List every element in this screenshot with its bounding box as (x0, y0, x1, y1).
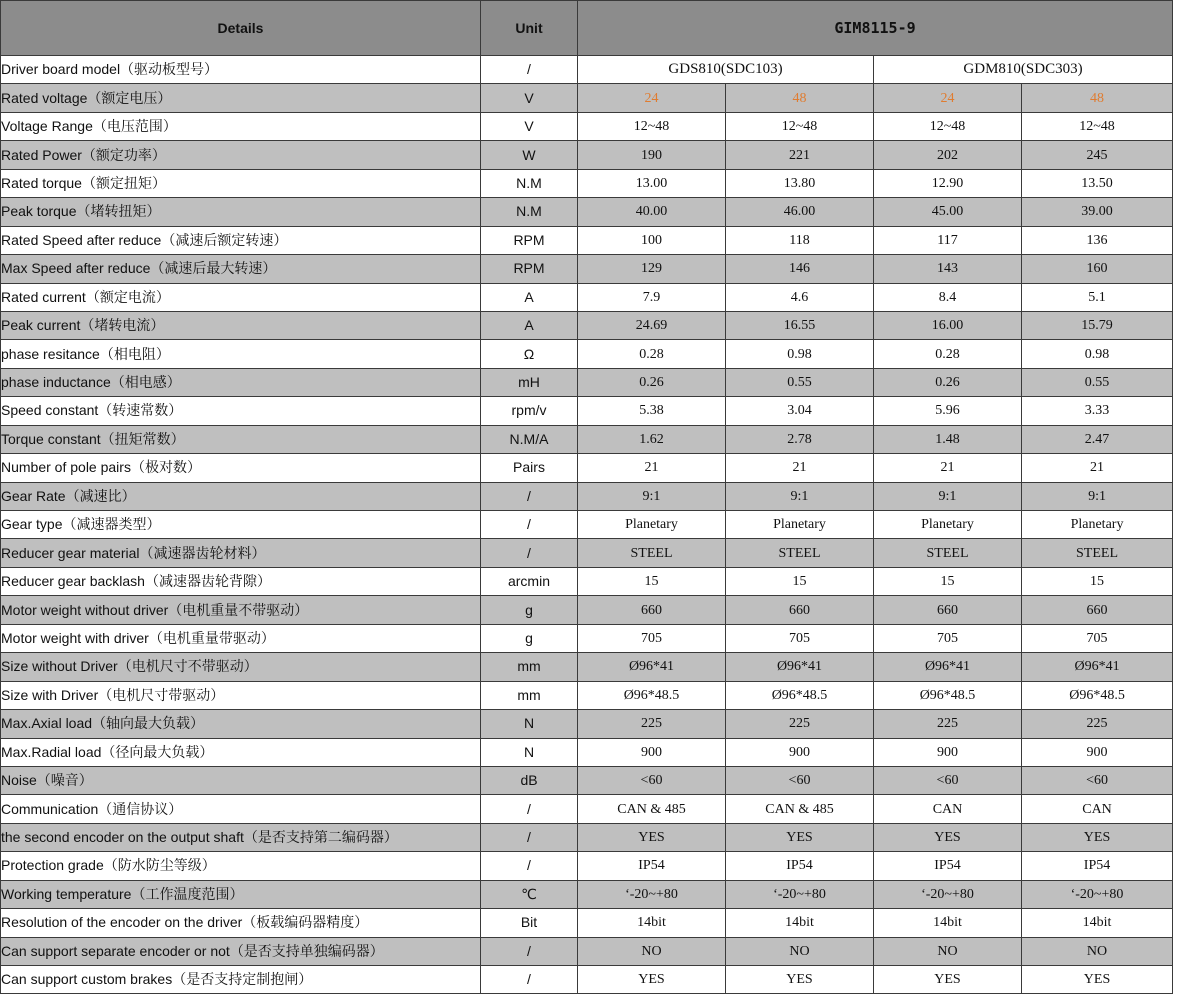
table-row (1, 852, 1173, 880)
row-value: 0.26 (874, 368, 1022, 396)
row-value: <60 (874, 766, 1022, 794)
driver-board-row (1, 56, 1173, 84)
row-value: STEEL (1022, 539, 1173, 567)
row-value: 190 (578, 141, 726, 169)
row-label: phase resitance（相电阻） (1, 340, 481, 368)
table-row (1, 511, 1173, 539)
row-value: YES (726, 823, 874, 851)
row-unit: N.M/A (481, 425, 578, 453)
row-value: 16.55 (726, 311, 874, 339)
table-row (1, 567, 1173, 595)
table-row (1, 340, 1173, 368)
row-value: 225 (726, 710, 874, 738)
table-row (1, 823, 1173, 851)
row-unit: / (481, 539, 578, 567)
row-label: Rated torque（额定扭矩） (1, 169, 481, 197)
row-unit: / (481, 852, 578, 880)
table-row (1, 596, 1173, 624)
table-row (1, 311, 1173, 339)
driver-board-sdm: GDM810(SDC303) (874, 56, 1173, 84)
row-value: ‘-20~+80 (578, 880, 726, 908)
row-value: 0.26 (578, 368, 726, 396)
table-row (1, 624, 1173, 652)
row-value: 39.00 (1022, 198, 1173, 226)
row-value: 136 (1022, 226, 1173, 254)
row-value: 14bit (726, 909, 874, 937)
row-value: NO (1022, 937, 1173, 965)
table-row (1, 966, 1173, 994)
row-value: 12~48 (1022, 112, 1173, 140)
row-value: 146 (726, 255, 874, 283)
table-row (1, 909, 1173, 937)
row-label: Rated Power（额定功率） (1, 141, 481, 169)
row-value: Ø96*41 (578, 653, 726, 681)
row-label: Max.Axial load（轴向最大负载） (1, 710, 481, 738)
row-value: 0.28 (874, 340, 1022, 368)
table-row (1, 539, 1173, 567)
row-value: STEEL (578, 539, 726, 567)
model-header: GIM8115-9 (578, 1, 1173, 56)
row-value: 8.4 (874, 283, 1022, 311)
table-row (1, 738, 1173, 766)
row-value: ‘-20~+80 (874, 880, 1022, 908)
row-value: 24 (578, 84, 726, 112)
row-value: <60 (726, 766, 874, 794)
row-unit: A (481, 283, 578, 311)
row-value: IP54 (874, 852, 1022, 880)
row-label: Rated Speed after reduce（减速后额定转速） (1, 226, 481, 254)
row-value: 9:1 (726, 482, 874, 510)
row-unit: Pairs (481, 454, 578, 482)
row-value: YES (726, 966, 874, 994)
row-label: phase inductance（相电感） (1, 368, 481, 396)
table-row (1, 766, 1173, 794)
row-unit: N.M (481, 169, 578, 197)
row-label: Size without Driver（电机尺寸不带驱动） (1, 653, 481, 681)
row-label: Communication（通信协议） (1, 795, 481, 823)
row-unit: / (481, 966, 578, 994)
table-row (1, 937, 1173, 965)
row-value: 0.28 (578, 340, 726, 368)
row-label: Reducer gear backlash（减速器齿轮背隙） (1, 567, 481, 595)
row-value: 1.62 (578, 425, 726, 453)
row-value: 12~48 (874, 112, 1022, 140)
table-row (1, 255, 1173, 283)
row-unit: mm (481, 681, 578, 709)
row-unit: g (481, 624, 578, 652)
row-value: 3.04 (726, 397, 874, 425)
row-unit: A (481, 311, 578, 339)
row-value: 117 (874, 226, 1022, 254)
row-value: 900 (1022, 738, 1173, 766)
row-value: STEEL (874, 539, 1022, 567)
row-label: Working temperature（工作温度范围） (1, 880, 481, 908)
row-value: Planetary (874, 511, 1022, 539)
row-value: 5.38 (578, 397, 726, 425)
row-value: STEEL (726, 539, 874, 567)
row-label: Number of pole pairs（极对数） (1, 454, 481, 482)
row-value: 13.00 (578, 169, 726, 197)
row-value: 225 (874, 710, 1022, 738)
row-label: Speed constant（转速常数） (1, 397, 481, 425)
row-value: 15 (1022, 567, 1173, 595)
row-value: 40.00 (578, 198, 726, 226)
row-value: 13.80 (726, 169, 874, 197)
row-label: Can support custom brakes（是否支持定制抱闸） (1, 966, 481, 994)
row-unit: RPM (481, 255, 578, 283)
table-row (1, 368, 1173, 396)
row-value: 2.78 (726, 425, 874, 453)
row-value: 45.00 (874, 198, 1022, 226)
row-label: Resolution of the encoder on the driver（板载编码器精度） (1, 909, 481, 937)
row-unit: / (481, 511, 578, 539)
row-value: 14bit (578, 909, 726, 937)
row-unit: dB (481, 766, 578, 794)
row-value: Ø96*41 (874, 653, 1022, 681)
row-value: 14bit (1022, 909, 1173, 937)
row-value: 2.47 (1022, 425, 1173, 453)
row-label: Driver board model（驱动板型号） (1, 56, 481, 84)
row-value: 12~48 (578, 112, 726, 140)
table-row (1, 283, 1173, 311)
row-value: 48 (726, 84, 874, 112)
row-value: 9:1 (1022, 482, 1173, 510)
row-value: 5.1 (1022, 283, 1173, 311)
row-value: 900 (874, 738, 1022, 766)
row-value: 160 (1022, 255, 1173, 283)
row-unit: / (481, 795, 578, 823)
row-label: Noise（噪音） (1, 766, 481, 794)
row-value: 12.90 (874, 169, 1022, 197)
row-value: 900 (578, 738, 726, 766)
row-unit: N (481, 710, 578, 738)
table-row (1, 653, 1173, 681)
row-value: Planetary (578, 511, 726, 539)
row-unit: arcmin (481, 567, 578, 595)
row-unit: V (481, 112, 578, 140)
row-unit: rpm/v (481, 397, 578, 425)
row-value: Ø96*48.5 (726, 681, 874, 709)
row-label: Size with Driver（电机尺寸带驱动） (1, 681, 481, 709)
row-value: <60 (578, 766, 726, 794)
table-row (1, 141, 1173, 169)
row-value: 4.6 (726, 283, 874, 311)
row-label: Torque constant（扭矩常数） (1, 425, 481, 453)
row-unit: / (481, 56, 578, 84)
row-value: 705 (578, 624, 726, 652)
row-value: 0.98 (726, 340, 874, 368)
row-value: 225 (578, 710, 726, 738)
row-value: CAN & 485 (726, 795, 874, 823)
row-unit: / (481, 823, 578, 851)
row-value: 221 (726, 141, 874, 169)
row-value: 21 (1022, 454, 1173, 482)
row-value: 15 (726, 567, 874, 595)
row-value: CAN & 485 (578, 795, 726, 823)
row-value: 9:1 (874, 482, 1022, 510)
row-value: 100 (578, 226, 726, 254)
row-value: 14bit (874, 909, 1022, 937)
row-value: <60 (1022, 766, 1173, 794)
row-value: NO (578, 937, 726, 965)
row-value: 202 (874, 141, 1022, 169)
table-row (1, 84, 1173, 112)
row-value: 1.48 (874, 425, 1022, 453)
row-value: 129 (578, 255, 726, 283)
row-value: 225 (1022, 710, 1173, 738)
row-unit: N.M (481, 198, 578, 226)
table-row (1, 169, 1173, 197)
table-row (1, 880, 1173, 908)
row-label: Reducer gear material（减速器齿轮材料） (1, 539, 481, 567)
table-row (1, 198, 1173, 226)
row-unit: / (481, 482, 578, 510)
row-unit: / (481, 937, 578, 965)
row-value: 143 (874, 255, 1022, 283)
row-value: 16.00 (874, 311, 1022, 339)
row-value: 245 (1022, 141, 1173, 169)
row-unit: mm (481, 653, 578, 681)
row-label: Peak current（堵转电流） (1, 311, 481, 339)
row-value: 15 (578, 567, 726, 595)
row-value: 3.33 (1022, 397, 1173, 425)
row-unit: mH (481, 368, 578, 396)
table-row (1, 112, 1173, 140)
table-row (1, 482, 1173, 510)
row-value: 21 (874, 454, 1022, 482)
row-value: YES (578, 966, 726, 994)
row-value: IP54 (726, 852, 874, 880)
row-value: Ø96*41 (726, 653, 874, 681)
row-value: 660 (874, 596, 1022, 624)
table-row (1, 454, 1173, 482)
row-unit: RPM (481, 226, 578, 254)
row-label: Voltage Range（电压范围） (1, 112, 481, 140)
row-value: 21 (726, 454, 874, 482)
row-value: 21 (578, 454, 726, 482)
row-value: 0.98 (1022, 340, 1173, 368)
row-value: 24 (874, 84, 1022, 112)
table-row (1, 681, 1173, 709)
row-value: NO (874, 937, 1022, 965)
row-unit: V (481, 84, 578, 112)
row-value: Ø96*41 (1022, 653, 1173, 681)
row-label: Rated voltage（额定电压） (1, 84, 481, 112)
row-label: Gear Rate（减速比） (1, 482, 481, 510)
driver-board-sds: GDS810(SDC103) (578, 56, 874, 84)
row-label: Motor weight with driver（电机重量带驱动） (1, 624, 481, 652)
details-header: Details (1, 1, 481, 56)
row-value: Planetary (1022, 511, 1173, 539)
row-value: 0.55 (1022, 368, 1173, 396)
row-label: Peak torque（堵转扭矩） (1, 198, 481, 226)
row-value: 7.9 (578, 283, 726, 311)
row-label: Max.Radial load（径向最大负载） (1, 738, 481, 766)
row-value: 48 (1022, 84, 1173, 112)
row-value: 118 (726, 226, 874, 254)
row-value: 660 (726, 596, 874, 624)
row-value: IP54 (1022, 852, 1173, 880)
row-value: Planetary (726, 511, 874, 539)
row-label: Max Speed after reduce（减速后最大转速） (1, 255, 481, 283)
row-value: 15.79 (1022, 311, 1173, 339)
row-value: 900 (726, 738, 874, 766)
row-value: 13.50 (1022, 169, 1173, 197)
row-unit: Ω (481, 340, 578, 368)
table-row (1, 226, 1173, 254)
row-value: 0.55 (726, 368, 874, 396)
row-value: 12~48 (726, 112, 874, 140)
table-row (1, 397, 1173, 425)
row-value: 660 (578, 596, 726, 624)
row-unit: g (481, 596, 578, 624)
table-row (1, 425, 1173, 453)
row-value: 24.69 (578, 311, 726, 339)
row-value: 46.00 (726, 198, 874, 226)
row-value: YES (578, 823, 726, 851)
row-value: 705 (726, 624, 874, 652)
row-unit: W (481, 141, 578, 169)
table-header-row (1, 1, 1173, 56)
row-unit: Bit (481, 909, 578, 937)
row-value: 15 (874, 567, 1022, 595)
row-value: YES (1022, 966, 1173, 994)
row-value: YES (874, 966, 1022, 994)
row-label: Gear type（减速器类型） (1, 511, 481, 539)
row-label: the second encoder on the output shaft（是否支持第二编码器） (1, 823, 481, 851)
row-value: NO (726, 937, 874, 965)
row-value: ‘-20~+80 (726, 880, 874, 908)
row-value: Ø96*48.5 (874, 681, 1022, 709)
row-unit: ℃ (481, 880, 578, 908)
row-value: ‘-20~+80 (1022, 880, 1173, 908)
row-value: 660 (1022, 596, 1173, 624)
unit-header: Unit (481, 1, 578, 56)
row-value: IP54 (578, 852, 726, 880)
row-value: CAN (1022, 795, 1173, 823)
row-unit: N (481, 738, 578, 766)
row-value: 705 (1022, 624, 1173, 652)
table-row (1, 795, 1173, 823)
row-value: 5.96 (874, 397, 1022, 425)
row-value: YES (874, 823, 1022, 851)
row-value: 705 (874, 624, 1022, 652)
row-value: Ø96*48.5 (578, 681, 726, 709)
row-label: Motor weight without driver（电机重量不带驱动） (1, 596, 481, 624)
row-label: Protection grade（防水防尘等级） (1, 852, 481, 880)
row-value: Ø96*48.5 (1022, 681, 1173, 709)
row-value: YES (1022, 823, 1173, 851)
row-value: 9:1 (578, 482, 726, 510)
row-label: Can support separate encoder or not（是否支持单独编码器） (1, 937, 481, 965)
row-value: CAN (874, 795, 1022, 823)
table-row (1, 710, 1173, 738)
spec-table-body (1, 56, 1173, 994)
row-label: Rated current（额定电流） (1, 283, 481, 311)
